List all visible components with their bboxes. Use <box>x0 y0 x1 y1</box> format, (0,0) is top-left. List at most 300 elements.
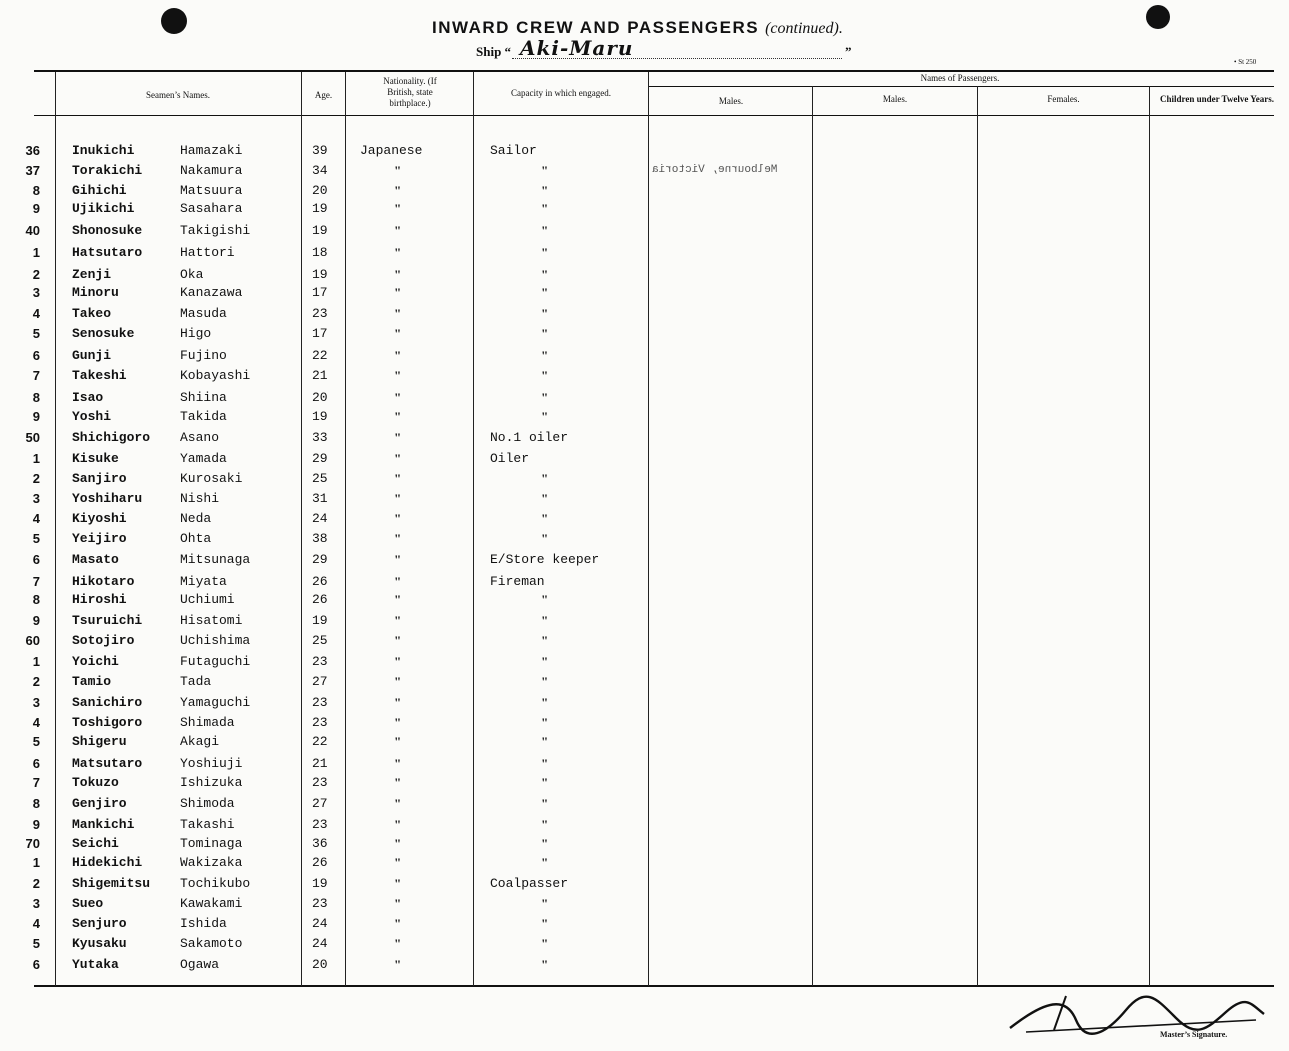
seaman-last-name: Uchishima <box>180 633 251 648</box>
seaman-last-name: Shimoda <box>180 796 235 811</box>
seaman-last-name: Sakamoto <box>180 936 243 951</box>
table-row <box>0 163 1289 181</box>
table-row <box>0 531 1289 549</box>
seaman-first-name: Shigemitsu <box>72 876 151 891</box>
header-bottom-rule <box>34 115 1274 116</box>
row-number: 4 <box>32 306 40 321</box>
seaman-capacity: Fireman <box>490 574 545 589</box>
row-number: 5 <box>32 531 40 546</box>
seaman-nationality: " <box>394 796 402 811</box>
seaman-first-name: Tsuruichi <box>72 613 143 628</box>
seaman-last-name: Masuda <box>180 306 227 321</box>
seaman-first-name: Isao <box>72 390 104 405</box>
seaman-age: 23 <box>312 896 328 911</box>
seaman-nationality: " <box>394 223 402 238</box>
table-row <box>0 223 1289 241</box>
seaman-nationality: " <box>394 695 402 710</box>
seaman-last-name: Nishi <box>180 491 220 506</box>
seaman-last-name: Asano <box>180 430 220 445</box>
seaman-nationality: " <box>394 674 402 689</box>
seaman-capacity: " <box>541 183 549 198</box>
row-number: 9 <box>32 613 40 628</box>
table-top-rule <box>34 70 1274 72</box>
row-number: 3 <box>32 491 40 506</box>
seaman-age: 27 <box>312 674 328 689</box>
seaman-capacity: " <box>541 471 549 486</box>
table-row <box>0 674 1289 692</box>
seaman-nationality: " <box>394 734 402 749</box>
row-number: 2 <box>32 674 40 689</box>
header-males-2: Males. <box>882 94 908 104</box>
seaman-first-name: Mankichi <box>72 817 135 832</box>
seaman-nationality: " <box>394 348 402 363</box>
table-row <box>0 245 1289 263</box>
row-number: 7 <box>32 574 40 589</box>
seaman-age: 23 <box>312 715 328 730</box>
ship-close-quote: ” <box>845 44 852 59</box>
seaman-nationality: " <box>394 245 402 260</box>
seaman-age: 26 <box>312 592 328 607</box>
form-reference: • St 250 <box>1234 58 1257 66</box>
seaman-last-name: Sasahara <box>180 201 243 216</box>
seaman-nationality: " <box>394 957 402 972</box>
seaman-age: 19 <box>312 201 328 216</box>
seaman-capacity: " <box>541 695 549 710</box>
seaman-first-name: Toshigoro <box>72 715 143 730</box>
seaman-first-name: Takeo <box>72 306 112 321</box>
seaman-first-name: Inukichi <box>72 143 135 158</box>
seaman-nationality: " <box>394 916 402 931</box>
seaman-age: 23 <box>312 654 328 669</box>
seaman-capacity: " <box>541 223 549 238</box>
master-signature <box>1006 990 1268 1038</box>
seaman-first-name: Yoshi <box>72 409 112 424</box>
seaman-age: 25 <box>312 471 328 486</box>
binder-hole-right <box>1146 5 1170 29</box>
row-number: 9 <box>32 817 40 832</box>
seaman-last-name: Wakizaka <box>180 855 243 870</box>
seaman-age: 39 <box>312 143 328 158</box>
seaman-nationality: " <box>394 715 402 730</box>
seaman-last-name: Takida <box>180 409 227 424</box>
seaman-capacity: E/Store keeper <box>490 552 600 567</box>
table-row <box>0 613 1289 631</box>
seaman-capacity: " <box>541 285 549 300</box>
row-number: 4 <box>32 715 40 730</box>
seaman-nationality: " <box>394 876 402 891</box>
seaman-age: 20 <box>312 957 328 972</box>
binder-hole-left <box>161 8 187 34</box>
table-row <box>0 775 1289 793</box>
seaman-first-name: Minoru <box>72 285 119 300</box>
seaman-last-name: Tada <box>180 674 212 689</box>
table-row <box>0 201 1289 219</box>
seaman-age: 17 <box>312 326 328 341</box>
table-row <box>0 183 1289 201</box>
row-number: 60 <box>25 633 40 648</box>
seaman-nationality: " <box>394 471 402 486</box>
seaman-nationality: " <box>394 936 402 951</box>
seaman-nationality: " <box>394 552 402 567</box>
seaman-first-name: Shichigoro <box>72 430 151 445</box>
seaman-capacity: " <box>541 775 549 790</box>
seaman-nationality: " <box>394 574 402 589</box>
seaman-first-name: Sanichiro <box>72 695 143 710</box>
seaman-first-name: Gunji <box>72 348 112 363</box>
table-row <box>0 285 1289 303</box>
row-number: 1 <box>32 245 40 260</box>
seaman-capacity: " <box>541 409 549 424</box>
seaman-capacity: " <box>541 654 549 669</box>
row-number: 4 <box>32 511 40 526</box>
seaman-capacity: " <box>541 592 549 607</box>
seaman-nationality: " <box>394 409 402 424</box>
seaman-first-name: Hatsutaro <box>72 245 143 260</box>
seaman-first-name: Yoichi <box>72 654 119 669</box>
seaman-last-name: Neda <box>180 511 212 526</box>
seaman-capacity: " <box>541 348 549 363</box>
header-nationality: Nationality. (If British, state birthplace.) <box>383 76 437 108</box>
seaman-capacity: Oiler <box>490 451 530 466</box>
seaman-capacity: No.1 oiler <box>490 430 569 445</box>
ship-label: Ship “ <box>476 44 512 59</box>
seaman-capacity: " <box>541 267 549 282</box>
seaman-last-name: Uchiumi <box>180 592 235 607</box>
seaman-capacity: " <box>541 916 549 931</box>
seaman-age: 26 <box>312 855 328 870</box>
table-row <box>0 451 1289 469</box>
seaman-age: 26 <box>312 574 328 589</box>
seaman-capacity: " <box>541 936 549 951</box>
header-capacity: Capacity in which engaged. <box>511 88 611 98</box>
seaman-age: 20 <box>312 183 328 198</box>
seaman-nationality: " <box>394 775 402 790</box>
seaman-nationality: " <box>394 531 402 546</box>
row-number: 1 <box>32 451 40 466</box>
table-row <box>0 817 1289 835</box>
row-number: 8 <box>32 390 40 405</box>
table-row <box>0 715 1289 733</box>
passenger-header-rule <box>648 86 1274 87</box>
row-number: 3 <box>32 695 40 710</box>
seaman-last-name: Futaguchi <box>180 654 251 669</box>
seaman-age: 33 <box>312 430 328 445</box>
seaman-first-name: Tamio <box>72 674 112 689</box>
seaman-age: 36 <box>312 836 328 851</box>
signature-label: Master’s Signature. <box>1160 1030 1228 1039</box>
seaman-nationality: Japanese <box>360 143 423 158</box>
seaman-first-name: Hidekichi <box>72 855 143 870</box>
faint-stamp: Melbourne, Victoria <box>652 164 778 176</box>
seaman-nationality: " <box>394 267 402 282</box>
header-males-1: Males. <box>718 96 744 106</box>
seaman-last-name: Fujino <box>180 348 227 363</box>
table-row <box>0 633 1289 651</box>
seaman-first-name: Zenji <box>72 267 112 282</box>
seaman-first-name: Yeijiro <box>72 531 127 546</box>
seaman-first-name: Masato <box>72 552 119 567</box>
seaman-first-name: Kiyoshi <box>72 511 127 526</box>
seaman-nationality: " <box>394 836 402 851</box>
row-number: 9 <box>32 201 40 216</box>
seaman-capacity: " <box>541 201 549 216</box>
seaman-last-name: Kanazawa <box>180 285 243 300</box>
seaman-age: 34 <box>312 163 328 178</box>
seaman-age: 38 <box>312 531 328 546</box>
title-continued: (continued). <box>765 20 843 37</box>
seaman-last-name: Shiina <box>180 390 227 405</box>
seaman-last-name: Kawakami <box>180 896 243 911</box>
table-row <box>0 368 1289 386</box>
seaman-first-name: Kisuke <box>72 451 119 466</box>
seaman-first-name: Gihichi <box>72 183 127 198</box>
seaman-capacity: " <box>541 715 549 730</box>
table-row <box>0 796 1289 814</box>
header-passengers: Names of Passengers. <box>920 73 1000 83</box>
table-row <box>0 390 1289 408</box>
seaman-last-name: Tominaga <box>180 836 243 851</box>
seaman-age: 31 <box>312 491 328 506</box>
seaman-first-name: Sueo <box>72 896 104 911</box>
table-row <box>0 876 1289 894</box>
table-row <box>0 306 1289 324</box>
seaman-capacity: " <box>541 368 549 383</box>
row-number: 3 <box>32 896 40 911</box>
table-row <box>0 574 1289 592</box>
row-number: 8 <box>32 592 40 607</box>
seaman-capacity: " <box>541 306 549 321</box>
seaman-first-name: Shonosuke <box>72 223 143 238</box>
table-row <box>0 836 1289 854</box>
seaman-first-name: Tokuzo <box>72 775 119 790</box>
seaman-last-name: Kurosaki <box>180 471 243 486</box>
seaman-last-name: Miyata <box>180 574 227 589</box>
seaman-age: 24 <box>312 511 328 526</box>
seaman-first-name: Torakichi <box>72 163 143 178</box>
seaman-age: 25 <box>312 633 328 648</box>
row-number: 4 <box>32 916 40 931</box>
seaman-last-name: Hisatomi <box>180 613 243 628</box>
row-number: 37 <box>25 163 40 178</box>
table-row <box>0 734 1289 752</box>
seaman-capacity: " <box>541 855 549 870</box>
table-row <box>0 471 1289 489</box>
seaman-first-name: Seichi <box>72 836 119 851</box>
seaman-age: 29 <box>312 451 328 466</box>
table-row <box>0 326 1289 344</box>
seaman-capacity: " <box>541 531 549 546</box>
seaman-age: 22 <box>312 348 328 363</box>
seaman-last-name: Ishizuka <box>180 775 243 790</box>
page-title <box>432 18 843 38</box>
seaman-nationality: " <box>394 511 402 526</box>
table-row <box>0 695 1289 713</box>
seaman-nationality: " <box>394 201 402 216</box>
seaman-nationality: " <box>394 654 402 669</box>
table-row <box>0 491 1289 509</box>
table-row <box>0 896 1289 914</box>
seaman-age: 19 <box>312 223 328 238</box>
row-number: 5 <box>32 734 40 749</box>
seaman-age: 24 <box>312 936 328 951</box>
table-row <box>0 916 1289 934</box>
row-number: 8 <box>32 183 40 198</box>
row-number: 50 <box>25 430 40 445</box>
seaman-age: 19 <box>312 613 328 628</box>
seaman-age: 17 <box>312 285 328 300</box>
seaman-capacity: " <box>541 613 549 628</box>
row-number: 6 <box>32 348 40 363</box>
seaman-age: 27 <box>312 796 328 811</box>
row-number: 7 <box>32 775 40 790</box>
row-number: 2 <box>32 876 40 891</box>
row-number: 9 <box>32 409 40 424</box>
seaman-nationality: " <box>394 163 402 178</box>
table-row <box>0 957 1289 975</box>
seaman-first-name: Sotojiro <box>72 633 135 648</box>
seaman-age: 22 <box>312 734 328 749</box>
table-row <box>0 936 1289 954</box>
seaman-age: 23 <box>312 775 328 790</box>
seaman-capacity: Sailor <box>490 143 537 158</box>
seaman-nationality: " <box>394 390 402 405</box>
table-row <box>0 592 1289 610</box>
seaman-last-name: Ohta <box>180 531 212 546</box>
row-number: 5 <box>32 936 40 951</box>
seaman-first-name: Shigeru <box>72 734 127 749</box>
seaman-age: 23 <box>312 695 328 710</box>
seaman-nationality: " <box>394 592 402 607</box>
seaman-nationality: " <box>394 368 402 383</box>
seaman-capacity: " <box>541 796 549 811</box>
seaman-capacity: " <box>541 817 549 832</box>
row-number: 40 <box>25 223 40 238</box>
seaman-first-name: Senjuro <box>72 916 127 931</box>
seaman-nationality: " <box>394 285 402 300</box>
seaman-capacity: " <box>541 957 549 972</box>
table-row <box>0 143 1289 161</box>
seaman-nationality: " <box>394 183 402 198</box>
seaman-nationality: " <box>394 855 402 870</box>
row-number: 6 <box>32 552 40 567</box>
seaman-capacity: " <box>541 390 549 405</box>
seaman-capacity: Coalpasser <box>490 876 569 891</box>
seaman-nationality: " <box>394 491 402 506</box>
seaman-nationality: " <box>394 326 402 341</box>
seaman-first-name: Matsutaro <box>72 756 143 771</box>
row-number: 1 <box>32 654 40 669</box>
seaman-capacity: " <box>541 511 549 526</box>
table-row <box>0 511 1289 529</box>
seaman-capacity: " <box>541 633 549 648</box>
seaman-first-name: Genjiro <box>72 796 127 811</box>
seaman-first-name: Hiroshi <box>72 592 127 607</box>
row-number: 2 <box>32 267 40 282</box>
table-row <box>0 430 1289 448</box>
seaman-last-name: Yoshiuji <box>180 756 243 771</box>
seaman-last-name: Tochikubo <box>180 876 251 891</box>
seaman-nationality: " <box>394 633 402 648</box>
seaman-first-name: Yutaka <box>72 957 119 972</box>
seaman-last-name: Matsuura <box>180 183 243 198</box>
seaman-last-name: Ishida <box>180 916 227 931</box>
row-number: 8 <box>32 796 40 811</box>
seaman-capacity: " <box>541 163 549 178</box>
seaman-capacity: " <box>541 674 549 689</box>
seaman-first-name: Senosuke <box>72 326 135 341</box>
header-seamen-names: Seamen’s Names. <box>146 90 210 100</box>
seaman-last-name: Nakamura <box>180 163 243 178</box>
seaman-age: 19 <box>312 876 328 891</box>
seaman-age: 21 <box>312 756 328 771</box>
table-bottom-rule <box>34 985 1274 987</box>
seaman-age: 18 <box>312 245 328 260</box>
seaman-age: 24 <box>312 916 328 931</box>
seaman-age: 23 <box>312 306 328 321</box>
ship-name: Aki-Maru <box>520 36 634 60</box>
header-children: Children under Twelve Years. <box>1159 94 1274 104</box>
seaman-last-name: Hamazaki <box>180 143 243 158</box>
row-number: 3 <box>32 285 40 300</box>
title-text: INWARD CREW AND PASSENGERS <box>432 18 760 37</box>
header-age: Age. <box>314 90 333 100</box>
seaman-last-name: Hattori <box>180 245 235 260</box>
seaman-age: 19 <box>312 267 328 282</box>
seaman-first-name: Sanjiro <box>72 471 127 486</box>
row-number: 5 <box>32 326 40 341</box>
table-row <box>0 756 1289 774</box>
row-number: 6 <box>32 756 40 771</box>
table-row <box>0 654 1289 672</box>
table-row <box>0 409 1289 427</box>
row-number: 70 <box>25 836 40 851</box>
seaman-capacity: " <box>541 756 549 771</box>
seaman-nationality: " <box>394 756 402 771</box>
seaman-nationality: " <box>394 306 402 321</box>
header-females: Females. <box>1047 94 1080 104</box>
seaman-last-name: Higo <box>180 326 212 341</box>
table-row <box>0 267 1289 285</box>
seaman-nationality: " <box>394 896 402 911</box>
seaman-nationality: " <box>394 817 402 832</box>
seaman-last-name: Oka <box>180 267 204 282</box>
seaman-last-name: Kobayashi <box>180 368 251 383</box>
row-number: 1 <box>32 855 40 870</box>
seaman-last-name: Mitsunaga <box>180 552 251 567</box>
seaman-capacity: " <box>541 896 549 911</box>
seaman-capacity: " <box>541 836 549 851</box>
seaman-first-name: Ujikichi <box>72 201 135 216</box>
seaman-nationality: " <box>394 451 402 466</box>
table-row <box>0 855 1289 873</box>
seaman-age: 29 <box>312 552 328 567</box>
seaman-first-name: Kyusaku <box>72 936 127 951</box>
seaman-nationality: " <box>394 430 402 445</box>
seaman-age: 21 <box>312 368 328 383</box>
row-number: 36 <box>25 143 40 158</box>
seaman-last-name: Takigishi <box>180 223 251 238</box>
seaman-last-name: Akagi <box>180 734 220 749</box>
row-number: 6 <box>32 957 40 972</box>
row-number: 2 <box>32 471 40 486</box>
seaman-nationality: " <box>394 613 402 628</box>
seaman-age: 23 <box>312 817 328 832</box>
table-row <box>0 348 1289 366</box>
row-number: 7 <box>32 368 40 383</box>
seaman-capacity: " <box>541 491 549 506</box>
seaman-last-name: Ogawa <box>180 957 220 972</box>
seaman-first-name: Yoshiharu <box>72 491 143 506</box>
